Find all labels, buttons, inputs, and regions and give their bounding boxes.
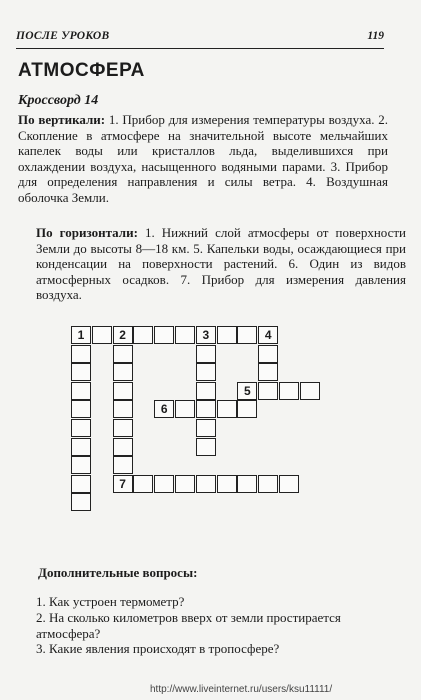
crossword-cell[interactable] bbox=[237, 326, 257, 344]
crossword-cell[interactable] bbox=[279, 382, 299, 400]
crossword-cell-4[interactable]: 4 bbox=[258, 326, 278, 344]
crossword-cell[interactable] bbox=[71, 456, 91, 474]
vertical-clues-lead: По вертикали: bbox=[18, 112, 106, 127]
extra-question-1: 1. Как устроен термометр? bbox=[36, 594, 185, 609]
horizontal-clues-text: 1. Нижний слой атмосферы от поверхности Земли до высоты 8—18 км. 5. Капельки воды, осаждающиеся при конденсации на поверхности растений. 6. Один из видов атмосферных осадков. 7. Прибор для измерения давления воздуха. bbox=[36, 225, 407, 303]
crossword-cell[interactable] bbox=[196, 345, 216, 363]
running-header bbox=[16, 30, 384, 49]
crossword-cell[interactable] bbox=[196, 475, 216, 493]
crossword-cell[interactable] bbox=[258, 345, 278, 363]
crossword-cell[interactable] bbox=[133, 326, 153, 344]
crossword-cell[interactable] bbox=[237, 400, 257, 418]
crossword-cell[interactable] bbox=[237, 475, 257, 493]
crossword-cell[interactable] bbox=[217, 475, 237, 493]
crossword-cell[interactable] bbox=[258, 475, 278, 493]
horizontal-clues bbox=[18, 225, 406, 303]
crossword-cell[interactable] bbox=[133, 475, 153, 493]
crossword-cell-7[interactable]: 7 bbox=[113, 475, 133, 493]
crossword-cell[interactable] bbox=[113, 345, 133, 363]
crossword-cell[interactable] bbox=[300, 382, 320, 400]
crossword-cell[interactable] bbox=[71, 419, 91, 437]
horizontal-clues-lead: По горизонтали: bbox=[36, 225, 138, 240]
crossword-cell[interactable] bbox=[175, 326, 195, 344]
crossword-cell[interactable] bbox=[196, 363, 216, 381]
crossword-cell[interactable] bbox=[113, 363, 133, 381]
page-title: АТМОСФЕРА bbox=[18, 60, 145, 81]
crossword-cell[interactable] bbox=[217, 400, 237, 418]
crossword-cell-2[interactable]: 2 bbox=[113, 326, 133, 344]
crossword-cell-6[interactable]: 6 bbox=[154, 400, 174, 418]
crossword-cell[interactable] bbox=[113, 438, 133, 456]
crossword-cell-3[interactable]: 3 bbox=[196, 326, 216, 344]
crossword-cell[interactable] bbox=[217, 326, 237, 344]
crossword-cell[interactable] bbox=[71, 438, 91, 456]
crossword-cell[interactable] bbox=[71, 493, 91, 511]
crossword-cell[interactable] bbox=[113, 382, 133, 400]
crossword-cell[interactable] bbox=[175, 475, 195, 493]
crossword-cell[interactable] bbox=[154, 326, 174, 344]
crossword-cell[interactable] bbox=[258, 382, 278, 400]
crossword-grid bbox=[71, 326, 331, 526]
crossword-subtitle: Кроссворд 14 bbox=[18, 93, 99, 108]
crossword-cell[interactable] bbox=[113, 419, 133, 437]
crossword-cell[interactable] bbox=[71, 363, 91, 381]
crossword-cell-5[interactable]: 5 bbox=[237, 382, 257, 400]
page-number: 119 bbox=[367, 30, 384, 42]
crossword-cell[interactable] bbox=[113, 400, 133, 418]
extra-questions-title: Дополнительные вопросы: bbox=[38, 565, 198, 580]
crossword-cell-1[interactable]: 1 bbox=[71, 326, 91, 344]
crossword-cell[interactable] bbox=[258, 363, 278, 381]
vertical-clues bbox=[18, 112, 388, 206]
crossword-cell[interactable] bbox=[279, 475, 299, 493]
crossword-cell[interactable] bbox=[92, 326, 112, 344]
crossword-cell[interactable] bbox=[113, 456, 133, 474]
crossword-cell[interactable] bbox=[196, 382, 216, 400]
extra-question-2: 2. На сколько километров вверх от земли простирается атмосфера? bbox=[36, 610, 341, 641]
crossword-cell[interactable] bbox=[196, 438, 216, 456]
crossword-cell[interactable] bbox=[71, 382, 91, 400]
vertical-clues-text: 1. Прибор для измерения температуры воздуха. 2. Скопление в атмосфере на значительной высоте мельчайших капелек воды или кристаллов льда, выделившихся при охлаждении воздуха, насыщенного водяными парами. 3. Прибор для определения направления и силы ветра. 4. Воздушная оболочка Земли. bbox=[18, 112, 389, 205]
extra-question-3: 3. Какие явления происходят в тропосфере? bbox=[36, 641, 280, 656]
crossword-cell[interactable] bbox=[71, 345, 91, 363]
crossword-cell[interactable] bbox=[196, 400, 216, 418]
running-header-section: ПОСЛЕ УРОКОВ bbox=[16, 30, 110, 42]
crossword-cell[interactable] bbox=[71, 475, 91, 493]
crossword-cell[interactable] bbox=[175, 400, 195, 418]
watermark: http://www.liveinternet.ru/users/ksu11111/ bbox=[150, 684, 333, 695]
crossword-cell[interactable] bbox=[71, 400, 91, 418]
crossword-cell[interactable] bbox=[154, 475, 174, 493]
crossword-cell[interactable] bbox=[196, 419, 216, 437]
